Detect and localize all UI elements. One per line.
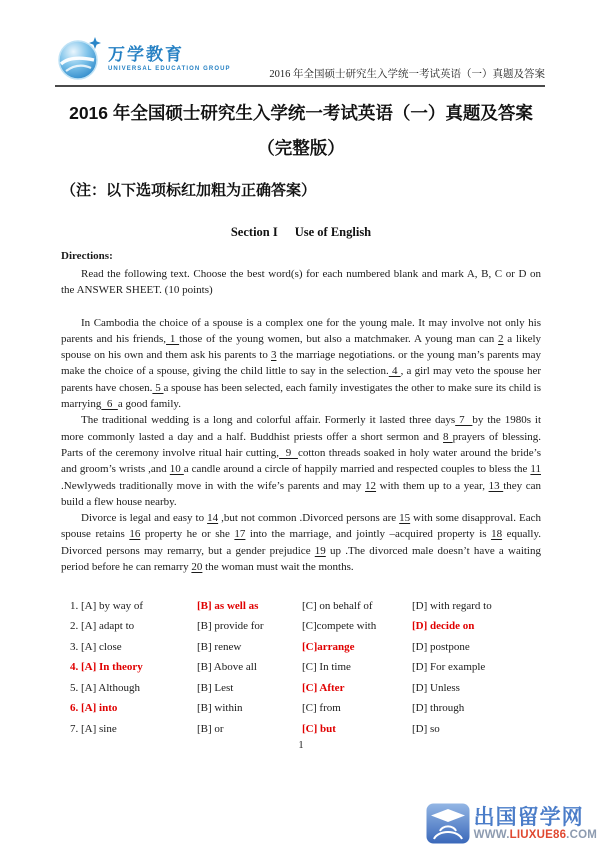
answer-option: [C] from <box>302 702 341 715</box>
document-title: 2016 年全国硕士研究生入学统一考试英语（一）真题及答案 <box>69 103 533 123</box>
passage-paragraph <box>61 412 541 510</box>
answer-option: 3. [A] close <box>70 640 122 653</box>
blank-number: 14 <box>207 512 219 525</box>
blank-number: 9 <box>279 446 298 459</box>
brand-logo <box>57 34 231 82</box>
answer-option: [D] For example <box>412 661 486 674</box>
question-row <box>61 718 541 739</box>
section-heading <box>61 225 541 240</box>
blank-number: 17 <box>234 528 246 541</box>
edition-subtitle: （完整版） <box>257 138 345 158</box>
blank-number: 18 <box>491 528 503 541</box>
blank-number: 4 <box>388 365 401 378</box>
answer-option: [D] Unless <box>412 681 460 694</box>
question-row <box>61 698 541 719</box>
passage-text: they can build a flew house nearby. <box>61 479 542 508</box>
passage-text: property he or she <box>140 528 235 541</box>
answer-option: [B] or <box>197 722 224 735</box>
passage-text: .Newlyweds traditionally move in with the wife’s parents and may <box>61 479 366 492</box>
answer-option: 7. [A] sine <box>70 722 117 735</box>
answer-option: [C] on behalf of <box>302 599 373 612</box>
blank-number: 7 <box>455 414 473 427</box>
question-row <box>61 657 541 678</box>
brand-name: 万学教育 <box>108 44 184 64</box>
watermark-url <box>474 829 597 842</box>
passage-text: a candle around a circle of happily married and respected couples to bless the <box>183 463 531 476</box>
passage-text: , a girl may veto the spouse her parents have chosen. <box>61 365 541 394</box>
globe-icon <box>57 34 103 82</box>
answer-option-correct: [D] decide on <box>412 620 475 633</box>
passage-text: a good family. <box>117 398 181 411</box>
blank-number: 8 <box>443 430 453 443</box>
blank-number: 20 <box>191 561 203 574</box>
answer-option: [B] renew <box>197 640 242 653</box>
passage-text: equally. Divorced persons may remarry, but a gender prejudice <box>61 528 541 557</box>
passage-text: prayers of blessing. Parts of the ceremony involve ritual hair cutting, <box>61 430 542 459</box>
section-name: Use of English <box>294 225 372 239</box>
questions <box>61 595 541 739</box>
passage-text: into the marriage, and jointly –acquired property is <box>245 528 492 541</box>
passage-text: with some disapproval. Each spouse retains <box>61 512 541 541</box>
passage-paragraph <box>61 510 541 575</box>
answer-option: 1. [A] by way of <box>70 599 144 612</box>
passage-text: cotton threads soaked in holy water around the bride’s and groom’s wrists ,and <box>61 446 541 476</box>
blank-number: 5 <box>152 381 164 394</box>
blank-number: 13 <box>488 479 504 492</box>
answer-option: [B] Above all <box>197 661 257 674</box>
answer-option: [B] Lest <box>197 681 234 694</box>
watermark-text <box>474 806 597 842</box>
answer-option-correct: 6. [A] into <box>70 702 118 715</box>
blank-number: 12 <box>365 479 377 492</box>
brand-text <box>108 45 231 72</box>
answer-option: 2. [A] adapt to <box>70 620 135 633</box>
question-row <box>61 595 541 616</box>
passage-text: Divorce is legal and easy to <box>81 512 208 525</box>
watermark-url-tld: .COM <box>566 828 597 841</box>
question-row <box>61 616 541 637</box>
directions-label: Directions: <box>61 250 113 262</box>
watermark-url-domain: LIUXUE86 <box>509 828 567 841</box>
answer-option-correct: [C] After <box>302 681 345 694</box>
answer-option: [B] within <box>197 702 243 715</box>
answer-option: [D] with regard to <box>412 599 492 612</box>
answer-note: （注：以下选项标红加粗为正确答案） <box>61 182 317 199</box>
section-label: Section I <box>230 225 278 239</box>
blank-number: 16 <box>129 528 141 541</box>
passage-text: by the 1980s it more commonly lasted a day and a half. Buddhist priests offer a short sermon and <box>61 414 541 443</box>
blank-number: 19 <box>314 544 326 557</box>
blank-number: 15 <box>399 512 411 525</box>
answer-option-correct: [B] as well as <box>197 599 259 612</box>
answer-option: 5. [A] Although <box>70 681 140 694</box>
blank-number: 11 <box>530 463 541 476</box>
passage-text: The traditional wedding is a long and colorful affair. Formerly it lasted three days <box>81 414 456 427</box>
blank-number: 3 <box>270 349 277 362</box>
answer-option: [B] provide for <box>197 620 264 633</box>
answer-option: [D] so <box>412 722 440 735</box>
answer-option: [C]compete with <box>302 620 377 633</box>
page-number: 1 <box>298 739 304 751</box>
passage-text: a spouse has been selected, each family investigates the other to make sure its child is marrying <box>61 381 541 411</box>
directions-text: Read the following text. Choose the best word(s) for each numbered blank and mark A, B, C or D on the ANSWER SHEET. (10 points) <box>61 268 541 297</box>
passage-text: a likely spouse on his own and them ask his parents to <box>61 332 542 362</box>
passage-text: ,but not common .Divorced persons are <box>218 512 400 525</box>
brand-tagline: UNIVERSAL EDUCATION GROUP <box>108 65 231 72</box>
watermark-url-www: WWW. <box>473 828 510 841</box>
passage <box>61 315 541 576</box>
passage-text: those of the young women, but also a matchmaker. A young man can <box>179 332 499 345</box>
passage-text: In Cambodia the choice of a spouse is a complex one for the young male. It may involve not only his parents and his friends, <box>61 316 541 345</box>
passage-text: the marriage negotiations. or the young man’s parents may make the choice of a spouse, giving the child little to say in the selection. <box>61 349 541 378</box>
page-content <box>0 103 600 751</box>
answer-option: [D] through <box>412 702 465 715</box>
watermark-site-name: 出国留学网 <box>473 805 584 829</box>
header-doc-title: 2016 年全国硕士研究生入学统一考试英语（一）真题及答案 <box>269 69 545 80</box>
passage-text: up .The divorced male doesn’t have a waiting period before he can remarry <box>61 544 541 574</box>
answer-option-correct: 4. [A] In theory <box>70 661 143 674</box>
page-header <box>55 0 545 87</box>
passage-text: with them up to a year, <box>376 479 489 492</box>
passage-text: the woman must wait the months. <box>202 561 354 574</box>
passage-paragraph <box>61 315 541 413</box>
blank-number: 10 <box>169 463 184 476</box>
blank-number: 2 <box>498 332 504 345</box>
question-row <box>61 677 541 698</box>
answer-option-correct: [C] but <box>302 722 336 735</box>
blank-number: 6 <box>101 398 118 411</box>
answer-option: [D] postpone <box>412 640 470 653</box>
blank-number: 1 <box>166 332 180 345</box>
watermark <box>426 803 597 844</box>
answer-option: [C] In time <box>302 661 351 674</box>
answer-option-correct: [C]arrange <box>302 640 355 653</box>
question-row <box>61 636 541 657</box>
graduation-cap-icon <box>426 803 470 844</box>
